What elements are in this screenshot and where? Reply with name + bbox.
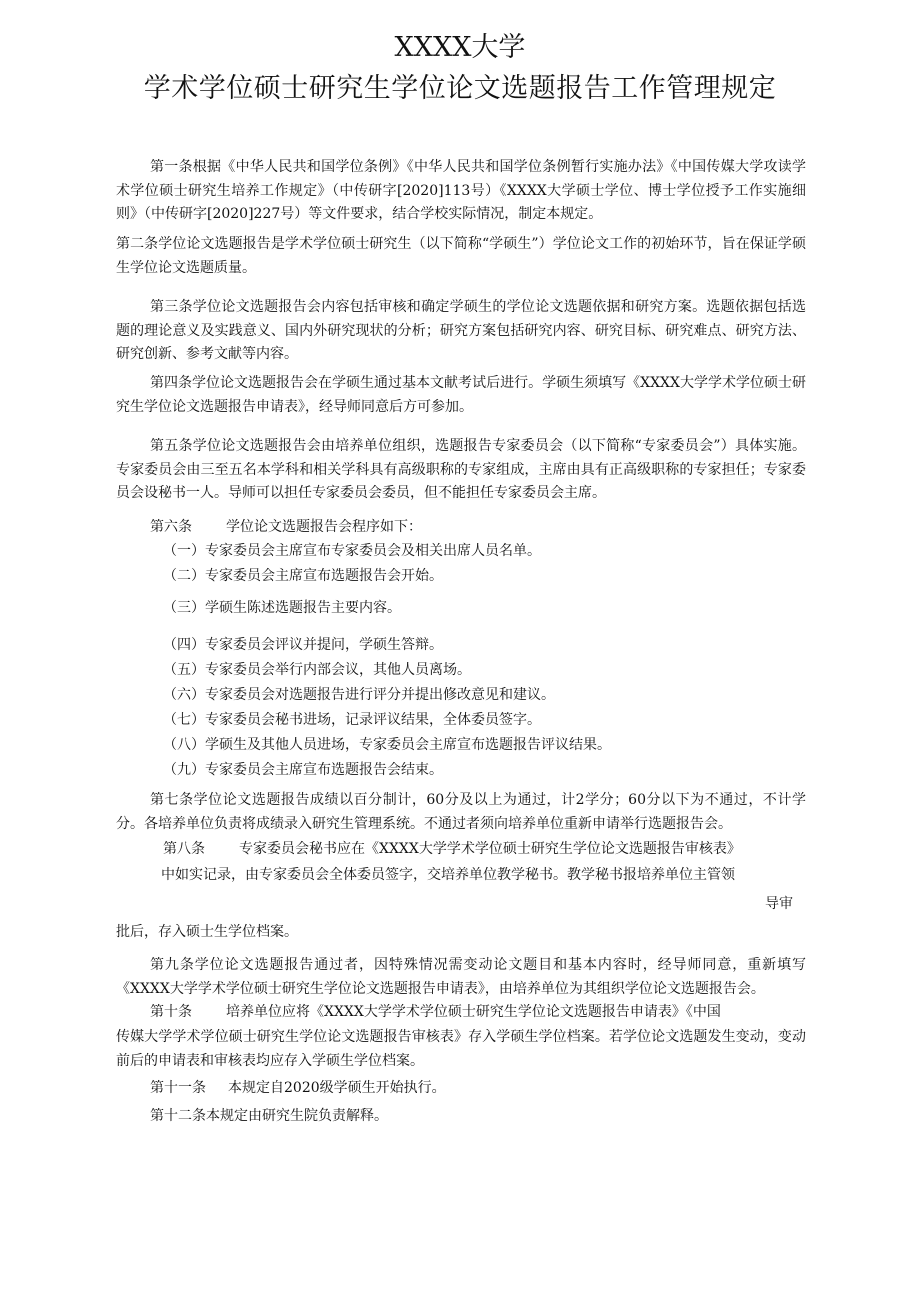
article-4: 第四条学位论文选题报告会在学硕生通过基本文献考试后进行。学硕生须填写《XXXX大学学术学位硕士研究生学位论文选题报告申请表》，经导师同意后方可参加。 <box>116 375 806 415</box>
procedure-item: （四）专家委员会评议并提问，学硕生答辩。 <box>163 637 443 653</box>
procedure-item: （五）专家委员会举行内部会议，其他人员离场。 <box>163 662 471 678</box>
article-10-number: 第十条 <box>150 1004 192 1020</box>
university-title: XXXX大学 <box>394 32 526 63</box>
article-11-text: 本规定自2020级学硕生开始执行。 <box>228 1080 446 1096</box>
procedure-item: （七）专家委员会秘书进场，记录评议结果，全体委员签字。 <box>163 712 541 728</box>
procedure-item: （九）专家委员会主席宣布选题报告会结束。 <box>163 762 443 778</box>
article-8-line-1 <box>163 839 741 859</box>
article-11-number: 第十一条 <box>150 1080 206 1096</box>
procedure-item: （六）专家委员会对选题报告进行评分并提出修改意见和建议。 <box>163 687 555 703</box>
procedure-item: （三）学硕生陈述选题报告主要内容。 <box>163 600 401 616</box>
article-10-continued: 传媒大学学术学位硕士研究生学位论文选题报告审核表》存入学硕生学位档案。若学位论文选题发生变动，变动前后的申请表和审核表均应存入学硕生学位档案。 <box>116 1029 806 1069</box>
article-8-number: 第八条 <box>163 841 205 857</box>
article-7: 第七条学位论文选题报告成绩以百分制计，60分及以上为通过，计2学分；60分以下为不通过，不计学分。各培养单位负责将成绩录入研究生管理系统。不通过者须向培养单位重新申请举行选题报告会。 <box>116 792 806 832</box>
article-6-number: 第六条 <box>150 519 192 535</box>
article-12: 第十二条本规定由研究生院负责解释。 <box>150 1108 388 1124</box>
article-11 <box>150 1078 446 1098</box>
article-8-line-3: 导审 <box>765 896 793 912</box>
article-9: 第九条学位论文选题报告通过者，因特殊情况需变动论文题目和基本内容时，经导师同意，重新填写《XXXX大学学术学位硕士研究生学位论文选题报告申请表》，由培养单位为其组织学位论文选题报告会。 <box>116 957 806 997</box>
article-1: 第一条根据《中华人民共和国学位条例》《中华人民共和国学位条例暂行实施办法》《中国传媒大学攻读学术学位硕士研究生培养工作规定》（中传研字[2020]113号）《XXXX大学硕士学位、博士学位授予工作实施细则》（中传研字[2020]227号）等文件要求，结合学校实际情况，制定本规定。 <box>116 159 806 222</box>
article-6-text: 学位论文选题报告会程序如下： <box>226 519 422 535</box>
procedure-item: （二）专家委员会主席宣布选题报告会开始。 <box>163 568 443 584</box>
article-8-text: 专家委员会秘书应在《XXXX大学学术学位硕士研究生学位论文选题报告审核表》 <box>239 841 741 857</box>
document-title: 学术学位硕士研究生学位论文选题报告工作管理规定 <box>143 73 777 104</box>
article-6-heading <box>150 517 422 537</box>
procedure-item: （一）专家委员会主席宣布专家委员会及相关出席人员名单。 <box>163 543 541 559</box>
procedure-item: （八）学硕生及其他人员进场，专家委员会主席宣布选题报告评议结果。 <box>163 737 611 753</box>
article-2: 第二条学位论文选题报告是学术学位硕士研究生（以下简称“学硕生”）学位论文工作的初始环节，旨在保证学硕生学位论文选题质量。 <box>116 236 806 276</box>
article-8-line-2: 中如实记录，由专家委员会全体委员签字，交培养单位教学秘书。教学秘书报培养单位主管领 <box>161 867 735 883</box>
article-3: 第三条学位论文选题报告会内容包括审核和确定学硕生的学位论文选题依据和研究方案。选题依据包括选题的理论意义及实践意义、国内外研究现状的分析；研究方案包括研究内容、研究目标、研究难点、研究方法、研究创新、参考文献等内容。 <box>116 299 806 362</box>
article-8-line-4: 批后，存入硕士生学位档案。 <box>116 924 298 940</box>
article-10-line-1 <box>150 1002 721 1022</box>
article-10-text: 培养单位应将《XXXX大学学术学位硕士研究生学位论文选题报告申请表》《中国 <box>226 1004 721 1020</box>
article-5: 第五条学位论文选题报告会由培养单位组织，选题报告专家委员会（以下简称“专家委员会”）具体实施。专家委员会由三至五名本学科和相关学科具有高级职称的专家组成，主席由具有正高级职称的专家担任；专家委员会设秘书一人。导师可以担任专家委员会委员，但不能担任专家委员会主席。 <box>116 438 806 501</box>
